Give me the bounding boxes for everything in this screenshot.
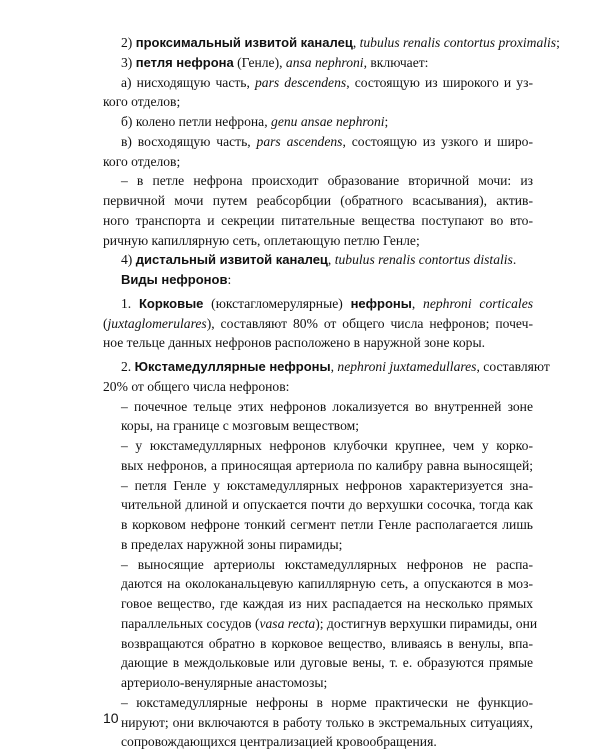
text-line: 1. Корковые (юкстагломерулярные) нефроны, nephroni corticales	[121, 295, 534, 311]
text-line: – в петле нефрона происходит образование вторичной мочи: из	[121, 173, 533, 189]
section-heading: Виды нефронов:	[121, 272, 232, 287]
text-line: – петля Генле у юкстамедуллярных нефронов характеризуется зна-	[121, 477, 533, 493]
text-line: первичной мочи путем реабсорбции (обратного всасывания), актив-	[103, 193, 533, 208]
text-line: б) колено петли нефрона, genu ansae nephroni;	[121, 114, 389, 129]
text-line: 20% от общего числа нефронов:	[103, 378, 290, 394]
text-line: ричную капиллярную сеть, оплетающую петлю Генле;	[103, 232, 420, 248]
text-line: – юкстамедуллярные нефроны в норме практически не функцио-	[121, 694, 533, 710]
text-line: возвращаются обратно в корковое вещество, вливаясь в венулы, впа-	[121, 635, 533, 651]
text-line: кого отделов;	[103, 153, 181, 169]
text-line: 3) петля нефрона (Генле), ansa nephroni, включает:	[121, 54, 429, 70]
text-line: говое вещество, где каждая из них распадается на несколько прямых	[121, 596, 533, 611]
text-line: 2. Юкстамедуллярные нефроны, nephroni juxtamedullares, составляют	[121, 359, 550, 374]
text-line: ного транспорта и секреции питательные вещества поступают во вто-	[103, 212, 533, 228]
text-line: 4) дистальный извитой каналец, tubulus renalis contortus distalis.	[121, 252, 517, 268]
text-line: 2) проксимальный извитой каналец, tubulus renalis contortus proximalis;	[121, 35, 560, 50]
text-line: артериоло-венулярные анастомозы;	[121, 675, 328, 690]
text-line: вых нефронов, а приносящая артериола по калибру равна выносящей;	[121, 457, 533, 473]
text-line: параллельных сосудов (vasa recta); достигнув верхушки пирамиды, они	[121, 615, 538, 631]
text-line: в) восходящую часть, pars ascendens, состоящую из узкого и широ-	[121, 133, 533, 149]
text-line: коры, на границе с мозговым веществом;	[121, 418, 360, 434]
text-line: – почечное тельце этих нефронов локализуется во внутренней зоне	[121, 398, 533, 414]
body-text	[103, 33, 560, 752]
text-line: кого отделов;	[103, 94, 181, 110]
page-number: 10	[103, 710, 119, 726]
text-line: чительной длиной и опускается почти до верхушки сосочка, тогда как	[121, 497, 533, 513]
text-line: – выносящие артериолы юкстамедуллярных нефронов не распа-	[121, 556, 533, 572]
text-line: а) нисходящую часть, pars descendens, состоящую из широкого и уз-	[121, 74, 533, 90]
text-line: – у юкстамедуллярных нефронов клубочки крупнее, чем у корко-	[121, 438, 533, 453]
text-line: (juxtaglomerulares), составляют 80% от общего числа нефронов; почеч-	[103, 315, 533, 331]
text-line: дающие в междольковые или дуговые вены, т. е. образуются прямые	[121, 655, 533, 671]
text-line: ное тельце данных нефронов расположено в наружной зоне коры.	[103, 335, 485, 351]
text-line: сопровождающихся централизацией кровообращения.	[121, 734, 437, 750]
text-line: нируют; они включаются в работу только в экстремальных ситуациях,	[121, 714, 533, 730]
text-line: в пределах наружной зоны пирамиды;	[121, 536, 343, 552]
text-line: в корковом нефроне тонкий сегмент петли Генле располагается лишь	[121, 517, 533, 532]
text-line: даются на околоканальцевую капиллярную сеть, а опускаются в моз-	[121, 576, 533, 592]
